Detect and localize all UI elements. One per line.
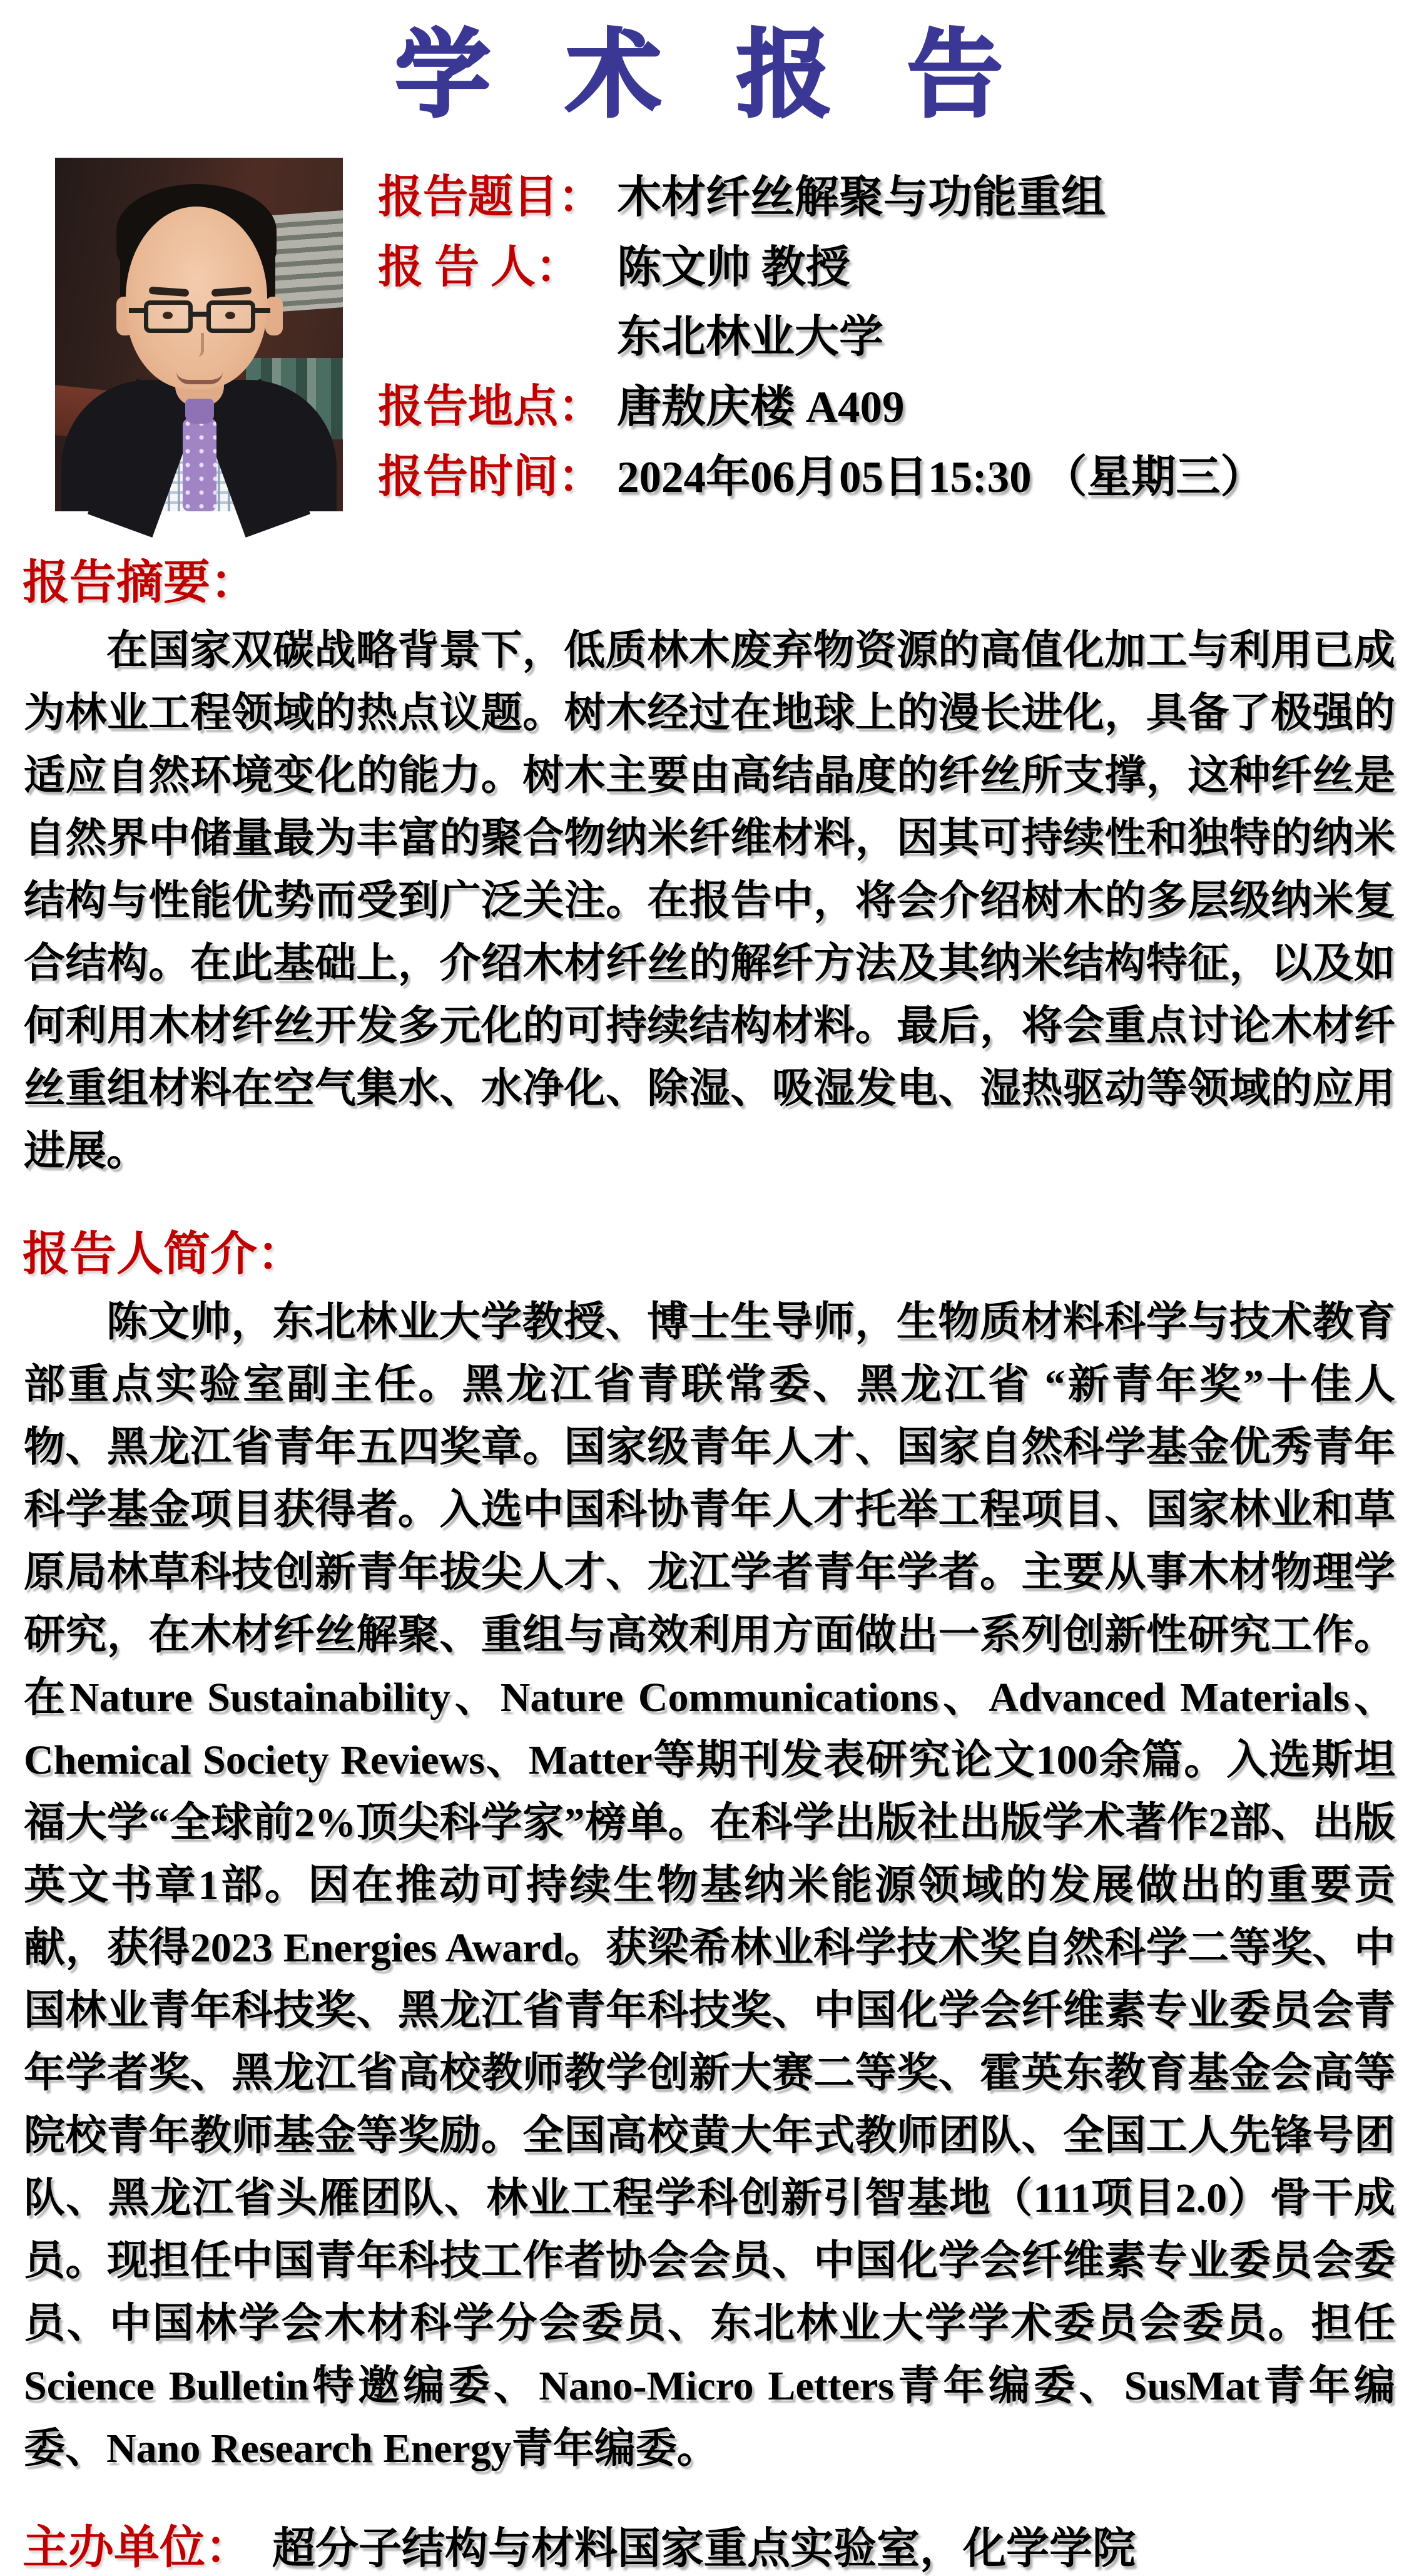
- speaker-value: 陈文帅 教授: [617, 243, 850, 293]
- photo-mouth: [176, 372, 223, 384]
- info-row-time: [378, 440, 1394, 505]
- photo-glasses-bridge: [191, 312, 208, 317]
- location-label: 报告地点：: [378, 381, 604, 432]
- photo-glasses-temple-left: [129, 308, 145, 313]
- topic-value: 木材纤丝解聚与功能重组: [617, 173, 1106, 222]
- info-row-location: [378, 370, 1394, 435]
- info-row-speaker: [378, 230, 1394, 295]
- organizer-value: 超分子结构与材料国家重点实验室，化学学院: [272, 2525, 1136, 2572]
- info-row-topic: [378, 160, 1394, 225]
- photo-glasses-temple-right: [254, 308, 270, 313]
- speaker-label: 报 告 人：: [378, 242, 581, 293]
- photo-face: [126, 207, 267, 389]
- topic-label: 报告题目：: [378, 172, 604, 222]
- photo-tie-knot: [185, 399, 214, 424]
- photo-eye-right: [225, 312, 235, 319]
- affiliation-value: 东北林业大学: [617, 312, 884, 362]
- abstract-heading: 报告摘要：: [23, 557, 258, 609]
- info-row-affiliation: [378, 301, 1394, 365]
- photo-nose: [193, 333, 204, 357]
- seminar-poster: [0, 19, 1419, 2573]
- time-value: 2024年06月05日15:30 （星期三）: [617, 453, 1265, 502]
- photo-eye-left: [163, 312, 173, 319]
- time-label: 报告时间：: [378, 452, 604, 502]
- organizer-label: 主办单位：: [23, 2522, 251, 2573]
- abstract-body: 在国家双碳战略背景下，低质林木废弃物资源的高值化加工与利用已成为林业工程领域的热点议题。树木经过在地球上的漫长进化，具备了极强的适应自然环境变化的能力。树木主要由高结晶度的纤丝所支撑，这种纤丝是自然界中储量最为丰富的聚合物纳米纤维材料，因其可持续性和独特的纳米结构与性能优势而受到广泛关注。在报告中，将会介绍树木的多层级纳米复合结构。在此基础上，介绍木材纤丝的解纤方法及其纳米结构特征，以及如何利用木材纤丝开发多元化的可持续结构材料。最后，将会重点讨论木材纤丝重组材料在空气集水、水净化、除湿、吸湿发电、湿热驱动等领域的应用进展。: [24, 628, 1395, 1174]
- photo-purple-tie: [183, 419, 216, 511]
- page-title: 学 术 报 告: [395, 19, 1024, 130]
- organizer-line: [23, 2510, 1395, 2576]
- bio-heading: 报告人简介：: [23, 1229, 305, 1280]
- location-value: 唐敖庆楼 A409: [617, 382, 905, 432]
- info-rows: [378, 158, 1394, 511]
- seminar-info-section: [55, 158, 1394, 511]
- photo-ear-right: [265, 297, 283, 335]
- bio-body: 陈文帅，东北林业大学教授、博士生导师，生物质材料科学与技术教育部重点实验室副主任。黑龙江省青联常委、黑龙江省 “新青年奖”十佳人物、黑龙江省青年五四奖章。国家级青年人才、国家自然科学基金优秀青年科学基金项目获得者。入选中国科协青年人才托举工程项目、国家林业和草原局林草科技创新青年拔尖人才、龙江学者青年学者。主要从事木材物理学研究，在木材纤丝解聚、重组与高效利用方面做出一系列创新性研究工作。在Nature Sustainability、Nature Communications、Advanced Materials、Chemical Society Reviews、Matter等期刊发表研究论文100余篇。入选斯坦福大学“全球前2%顶尖科学家”榜单。在科学出版社出版学术著作2部、出版英文书章1部。因在推动可持续生物基纳米能源领域的发展做出的重要贡献，获得2023 Energies Award。获梁希林业科学技术奖自然科学二等奖、中国林业青年科技奖、黑龙江省青年科技奖、中国化学会纤维素专业委员会青年学者奖、黑龙江省高校教师教学创新大赛二等奖、霍英东教育基金会高等院校青年教师基金等奖励。全国高校黄大年式教师团队、全国工人先锋号团队、黑龙江省头雁团队、林业工程学科创新引智基地（111项目2.0）骨干成员。现担任中国青年科技工作者协会会员、中国化学会纤维素专业委员会委员、中国林学会木材科学分会委员、东北林业大学学术委员会委员。担任Science Bulletin特邀编委、Nano-Micro Letters青年编委、SusMat青年编委、Nano Research Energy青年编委。: [24, 1299, 1395, 2471]
- speaker-photo: [55, 158, 343, 511]
